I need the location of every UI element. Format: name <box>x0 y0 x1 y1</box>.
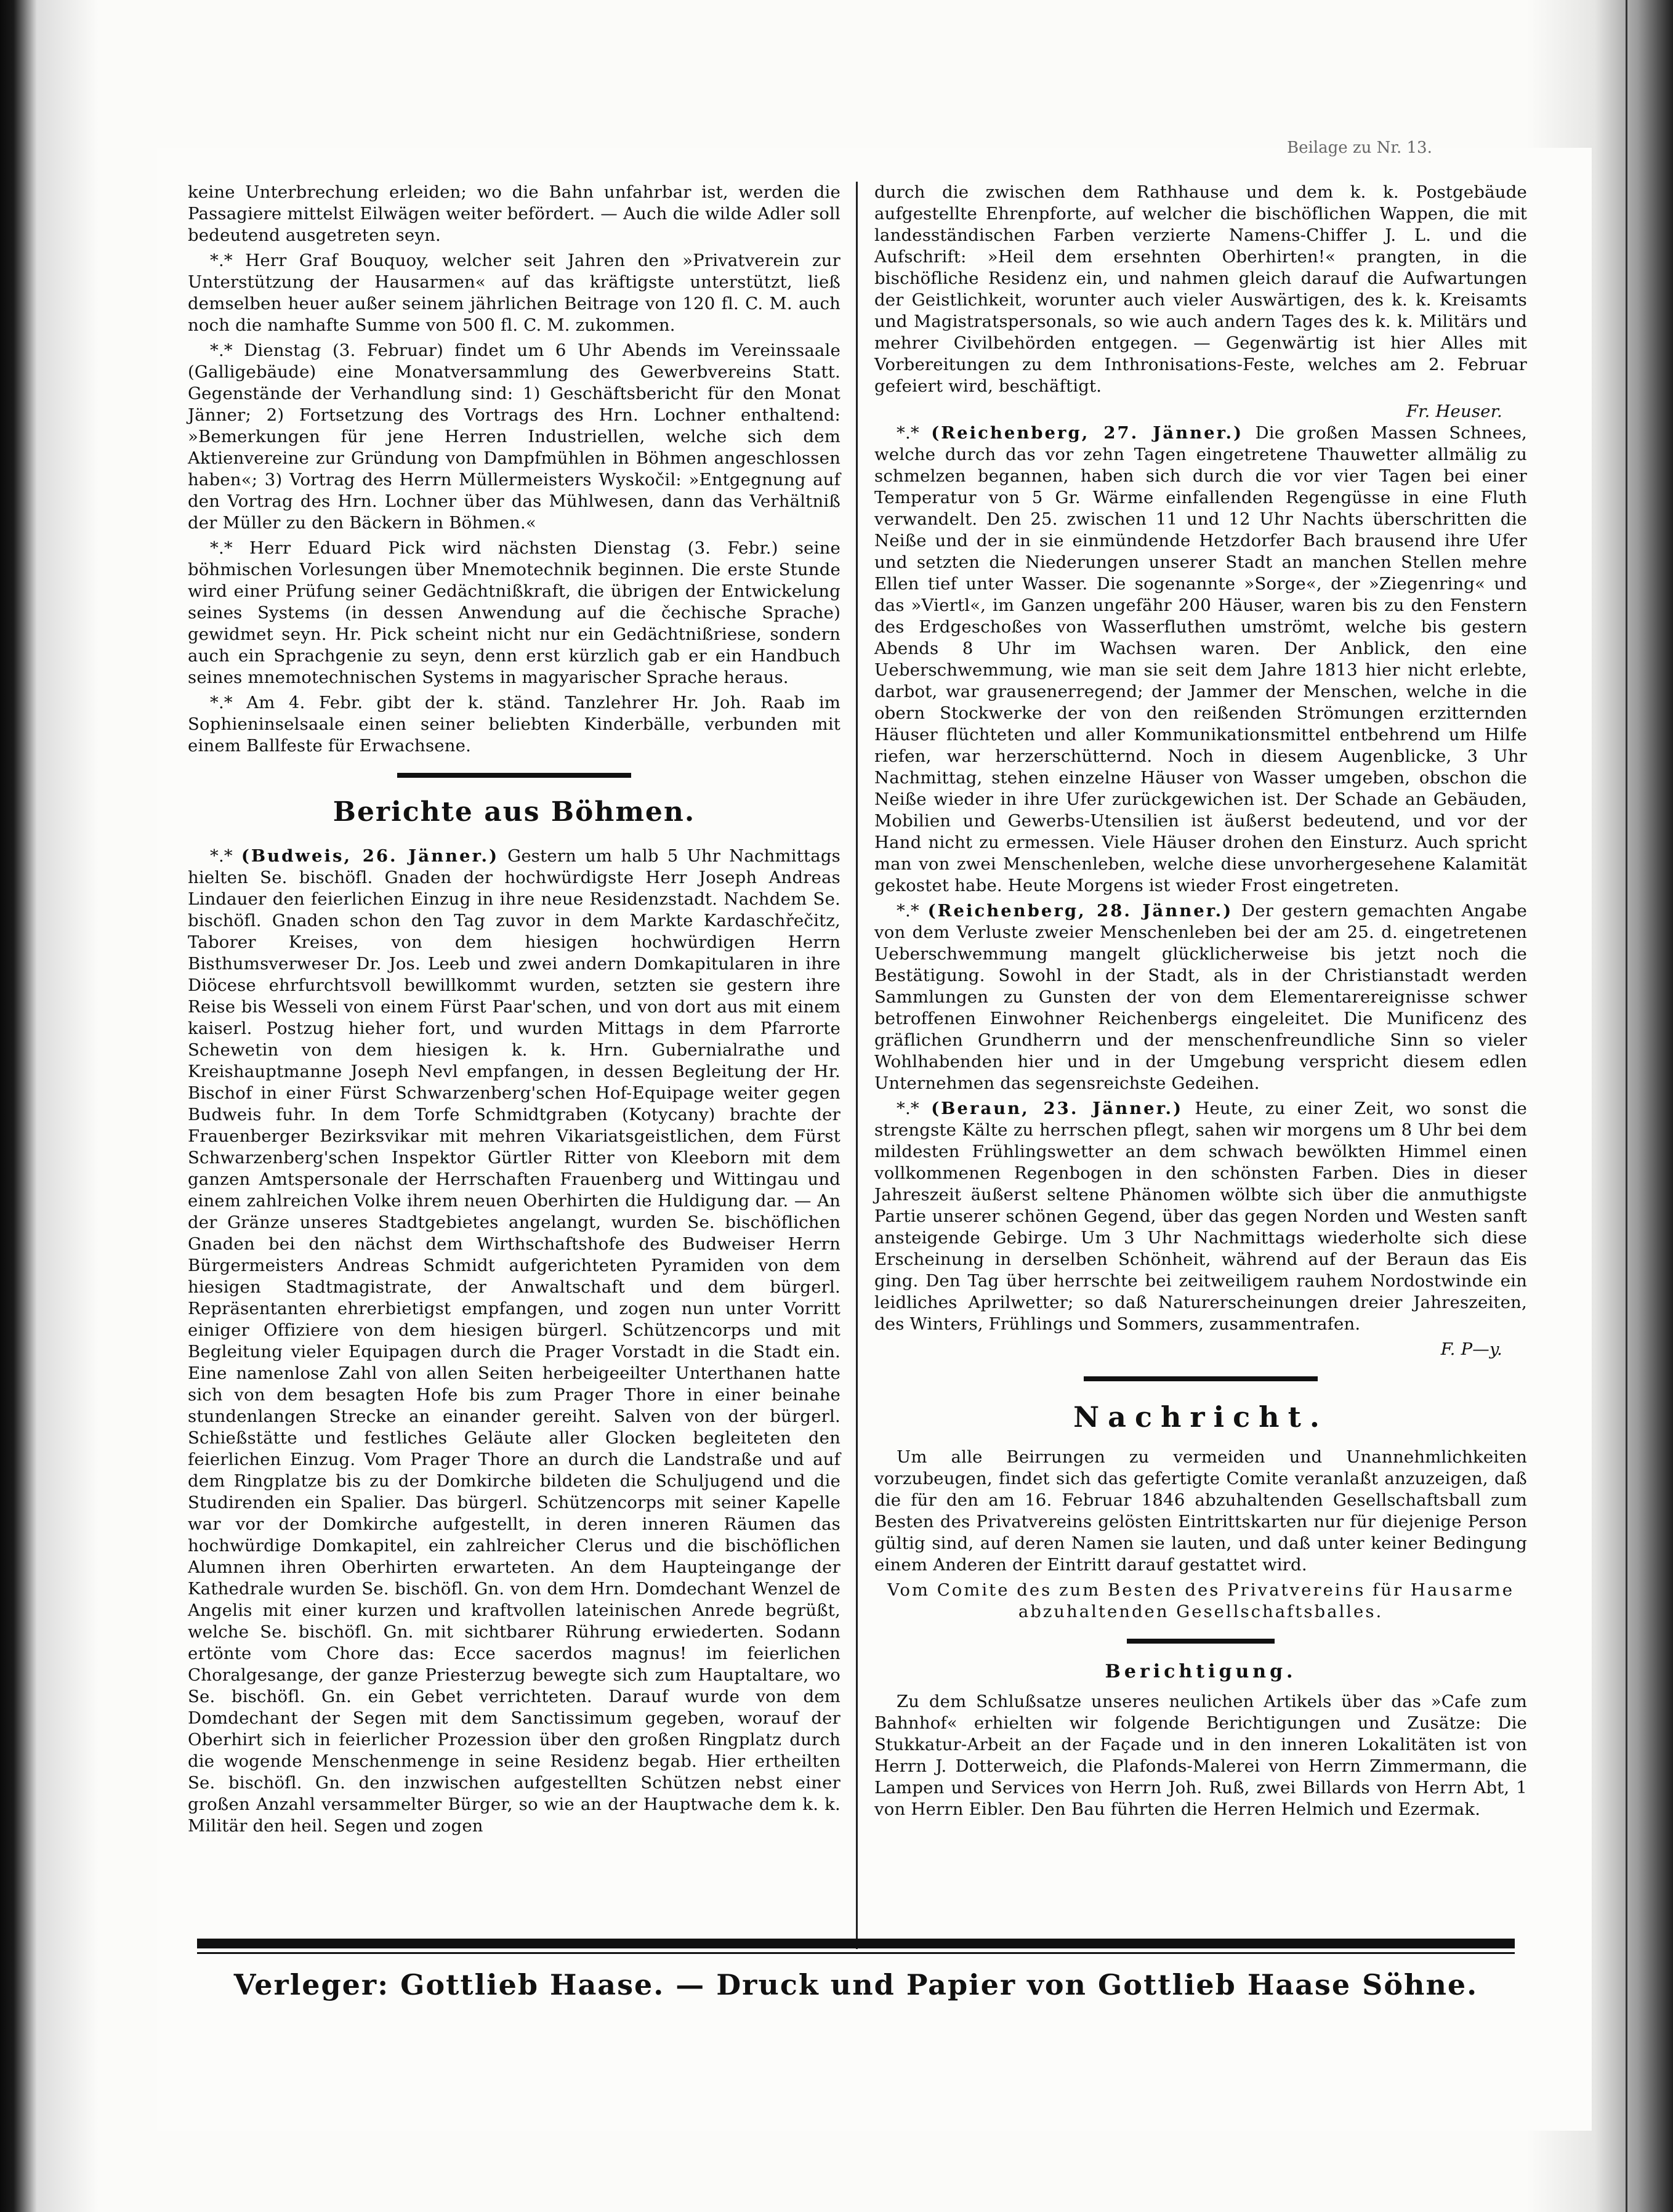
report-reichenberg: *.* (Reichenberg, 27. Jänner.) Die großen Massen Schnees, welche durch das vor zehn Tagen eingetretene Thauwetter allmälig zu schmelzen begannen, haben sich durch die vor vier Tagen bei einer Temperatur von 5 Gr. Wärme einfallenden Regengüsse in eine Fluth verwandelt. Den 25. zwischen 11 und 12 Uhr Nachts überschritten die Neiße und der in sie einmündende Hetzdorfer Bach brausend ihre Ufer und setzten die Niederungen unserer Stadt an manchen Stellen mehre Ellen tief unter Wasser. Die sogenannte »Sorge«, der »Ziegenring« und das »Viertl«, im Ganzen ungefähr 200 Häuser, waren bis zu den Fenstern des Erdgeschoßes von Wasserfluthen umströmt, welche bis gestern Abends 8 Uhr im Wachsen waren. Der Anblick, den eine Ueberschwemmung, wie man sie seit dem Jahre 1813 hier nicht erlebte, darbot, war grausenerregend; der Jammer der Menschen, welche in die obern Stockwerke der von den reißenden Strömungen erzitternden Häuser flüchteten und aller Kommunikationsmittel entbehrend um Hilfe riefen, war herzerschütternd. Noch in diesem Augenblicke, 3 Uhr Nachmittag, stehen einzelne Häuser von Wasser umgeben, obschon die Neiße wieder in ihre Ufer zurückgewichen ist. Der Schade an Gebäuden, Mobilien und Gewerbs-Utensilien ist äußerst bedeutend, und vor der Hand nicht zu ermessen. Viele Häuser drohen den Einsturz. Auch spricht man von zwei Menschenleben, welche diese unvorhergesehene Kalamität gekostet habe. Heute Morgens ist wieder Frost eingetreten. <box>874 423 1527 895</box>
notice-title: Nachricht. <box>1073 1400 1328 1434</box>
article-paragraph: keine Unterbrechung erleiden; wo die Bahn unfahrbar ist, werden die Passagiere mittelst Eilwägen weiter befördert. — Auch die wilde Adler soll bedeutend ausgetreten seyn. <box>188 182 841 245</box>
notice-committee: Vom Comite des zum Besten des Privatvereins für Hausarme abzuhaltenden Gesellschaftsballes. <box>887 1580 1514 1621</box>
article-paragraph: *.* Herr Eduard Pick wird nächsten Dienstag (3. Febr.) seine böhmischen Vorlesungen über Mnemotechnik beginnen. Die erste Stunde wird einer Prüfung seiner Gedächtnißkraft, die übrigen der Entwickelung seines Systems (in dessen Anwendung auf die čechische Sprache) gewidmet seyn. Hr. Pick scheint nicht nur ein Gedächtnißriese, sondern auch ein Sprachgenie zu seyn, denn erst kürzlich gab er ein Handbuch seines mnemotechnischen Systems in magyarischer Sprache heraus. <box>188 538 841 687</box>
dateline: (Budweis, 26. Jänner.) <box>241 846 499 866</box>
page-header: Beilage zu Nr. 13. <box>1287 139 1432 157</box>
report-text: Heute, zu einer Zeit, wo sonst die strengste Kälte zu herrschen pflegt, sahen wir morgens um 8 Uhr bei dem mildesten Frühlingswetter an dem schwach bewölkten Himmel einen vollkommenen Regenbogen in den schönsten Farben. Dies in dieser Jahreszeit äußerst seltene Phänomen wölbte sich über die anmuthigste Partie unserer schönen Gegend, über das gegen Norden und Westen sanft ansteigende Gebirge. Um 3 Uhr Nachmittags wiederholte sich diese Erscheinung in derselben Schönheit, während auf der Beraun das Eis ging. Den Tag über herrschte bei zeitweiligem rauhem Nordostwinde ein leidliches Aprilwetter; so daß Naturerscheinungen dreier Jahreszeiten, des Winters, Frühlings und Sommers, zusammentrafen. <box>874 1099 1528 1334</box>
section-divider <box>1127 1639 1275 1644</box>
correction-title: Berichtigung. <box>1105 1661 1297 1682</box>
dateline: (Beraun, 23. Jänner.) <box>931 1099 1183 1118</box>
section-divider <box>1084 1376 1318 1381</box>
page-edge-right <box>1626 0 1627 2212</box>
column-rule <box>856 182 858 1949</box>
imprint: Verleger: Gottlieb Haase. — Druck und Papier von Gottlieb Haase Söhne. <box>233 1968 1478 2001</box>
signature: F. P—y. <box>1440 1339 1502 1359</box>
report-text: Der gestern gemachten Angabe von dem Verluste zweier Menschenleben bei der am 25. d. eingetretenen Ueberschwemmung mangelt glücklicherweise bis jetzt noch die Bestätigung. Sowohl in der Stadt, als in der Christianstadt werden Sammlungen zu Gunsten der von dem Elementarereignisse schwer betroffenen Einwohner Reichenbergs eingeleitet. Die Munificenz des gräflichen Grundherrn und der menschenfreundliche Sinn so vieler Wohlhabenden hier und in der Umgebung verspricht diesem edlen Unternehmen das segensreichste Gedeihen. <box>874 901 1527 1093</box>
section-title: Berichte aus Böhmen. <box>333 796 696 828</box>
article-paragraph: *.* Dienstag (3. Februar) findet um 6 Uhr Abends im Vereinssaale (Galligebäude) eine Monatversammlung des Gewerbvereins Statt. Gegenstände der Verhandlung sind: 1) Geschäftsbericht für den Monat Jänner; 2) Fortsetzung des Vortrags des Hrn. Lochner enthaltend: »Bemerkungen für jene Herren Industriellen, welche sich dem Aktienvereine zur Gründung von Dampfmühlen in Böhmen angeschlossen haben«; 3) Vortrag des Herrn Müllermeisters Wyskočil: »Entgegnung auf den Vortrag des Hrn. Lochner über das Mühlwesen, dann das Verhältniß der Müller zu den Bäckern in Böhmen.« <box>188 341 841 533</box>
report-reichenberg-2: *.* (Reichenberg, 28. Jänner.) Der gestern gemachten Angabe von dem Verluste zweier Menschenleben bei der am 25. d. eingetretenen Ueberschwemmung mangelt glücklicherweise bis jetzt noch die Bestätigung. Sowohl in der Stadt, als in der Christianstadt werden Sammlungen zu Gunsten der von dem Elementarereignisse schwer betroffenen Einwohner Reichenbergs eingeleitet. Die Munificenz des gräflichen Grundherrn und der menschenfreundliche Sinn so vieler Wohlhabenden hier und in der Umgebung verspricht diesem edlen Unternehmen das segensreichste Gedeihen. <box>874 901 1527 1093</box>
left-column <box>188 182 841 1841</box>
footer-rule-thin <box>197 1952 1515 1954</box>
report-text: Gestern um halb 5 Uhr Nachmittags hielten Se. bischöfl. Gnaden der hochwürdigste Herr Joseph Andreas Lindauer den feierlichen Einzug in ihre neue Residenzstadt. Nachdem Se. bischöfl. Gnaden schon den Tag zuvor in dem Markte Kardaschřečitz, Taborer Kreises, von dem hiesigen hochwürdigen Herrn Bisthumsverweser Dr. Jos. Leeb und zwei andern Domkapitularen in ihre Diöcese ehrfurchtsvoll bewillkommt wurden, setzten sie gestern ihre Reise bis Wesseli von einem Fürst Paar'schen, und von dort aus mit einem kaiserl. Postzug hieher fort, und wurden Mittags in dem Pfarrorte Schewetin von dem hiesigen k. k. Hrn. Gubernialrathe und Kreishauptmanne Joseph Nevl empfangen, in dessen Begleitung der Hr. Bischof in einer Fürst Schwarzenberg'schen Hof-Equipage weiter gegen Budweis fuhr. In dem Torfe Schmidtgraben (Kotycany) brachte der Frauenberger Bezirksvikar mit mehren Vikariatsgeistlichen, dem Fürst Schwarzenberg'schen Inspektor Gürtler Ritter von Kleeborn mit dem ganzen Amtspersonale der Herrschaften Frauenberg und Wittingau und einem zahlreichen Volke ihrem neuen Oberhirten die Huldigung dar. — An der Gränze unseres Stadtgebietes angelangt, wurden Se. bischöflichen Gnaden bei den nächst dem Wirthschaftshofe des Budweiser Herrn Bürgermeisters Andreas Schmidt aufgerichteten Pyramiden von dem hiesigen Stadtmagistrate, der Anwaltschaft und dem bürgerl. Repräsentanten ehrerbietigst empfangen, und zogen nun unter Vorritt einiger Offiziere von dem hiesigen bürgerl. Schützencorps und mit Begleitung vieler Equipagen durch die Prager Vorstadt in die Stadt ein. Eine namenlose Zahl von allen Seiten herbeigeeilter Unterthanen hatte sich von dem besagten Hofe bis zum Prager Thore in einer beinahe stundenlangen Strecke an einander gereiht. Salven von der bürgerl. Schießstätte und festliches Geläute aller Glocken begleiteten den feierlichen Einzug. Vom Prager Thore an durch die Landstraße und auf dem Ringplatze bis zu der Domkirche bildeten die Schuljugend und die Studirenden ein Spalier. Das bürgerl. Schützencorps mit seiner Kapelle war vor der Domkirche aufgestellt, in deren inneren Räumen das hochwürdige Domkapitel, ein zahlreicher Clerus und die bischöflichen Alumnen ihren Oberhirten erwarteten. An dem Haupteingange der Kathedrale wurden Se. bischöfl. Gn. von dem Hrn. Domdechant Wenzel de Angelis mit einer kurzen und kraftvollen lateinischen Anrede begrüßt, welche Se. bischöfl. Gn. mit sichtbarer Rührung erwiederten. Sodann ertönte vom Chore das: Ecce sacerdos magnus! im feierlichen Choralgesange, der ganze Priesterzug bewegte sich zum Hauptaltare, wo Se. bischöfl. Gn. ein Gebet verrichteten. Darauf wurde von dem Domdechant der Segen mit dem Sanctissimum gegeben, worauf der Oberhirt sich in feierlicher Prozession über den großen Ringplatz durch die wogende Menschenmenge in seine Residenz begab. Hier ertheilten Se. bischöfl. Gn. den inzwischen aufgestellten Schützen nebst einer großen Anzahl versammelter Bürger, so wie an der Hauptwache dem k. k. Militär den heil. Segen und zogen <box>188 846 841 1836</box>
dateline: (Reichenberg, 27. Jänner.) <box>931 423 1244 443</box>
signature: Fr. Heuser. <box>1406 402 1502 421</box>
report-beraun: *.* (Beraun, 23. Jänner.) Heute, zu einer Zeit, wo sonst die strengste Kälte zu herrschen pflegt, sahen wir morgens um 8 Uhr bei dem mildesten Frühlingswetter an dem schwach bewölkten Himmel einen vollkommenen Regenbogen in den schönsten Farben. Dies in dieser Jahreszeit äußerst seltene Phänomen wölbte sich über die anmuthigste Partie unserer schönen Gegend, über das gegen Norden und Westen sanft ansteigende Gebirge. Um 3 Uhr Nachmittags wiederholte sich diese Erscheinung in derselben Schönheit, während auf der Beraun das Eis ging. Den Tag über herrschte bei zeitweiligem rauhem Nordostwinde ein leidliches Aprilwetter; so daß Naturerscheinungen dreier Jahreszeiten, des Winters, Frühlings und Sommers, zusammentrafen. <box>874 1099 1528 1334</box>
notice-text: Um alle Beirrungen zu vermeiden und Unannehmlichkeiten vorzubeugen, findet sich das gefertigte Comite veranlaßt anzuzeigen, daß die für den am 16. Februar 1846 abzuhaltenden Gesellschaftsball zum Besten des Privatvereins gelösten Eintrittskarten nur für diejenige Person gültig sind, auf deren Namen sie lauten, und daß unter keiner Bedingung einem Anderen der Eintritt darauf gestattet wird. <box>874 1447 1527 1575</box>
footer-rule <box>197 1939 1515 1948</box>
article-paragraph: *.* Am 4. Febr. gibt der k. ständ. Tanzlehrer Hr. Joh. Raab im Sophieninselsaale einen seiner beliebten Kinderbälle, verbunden mit einem Ballfeste für Erwachsene. <box>188 693 841 756</box>
right-column <box>874 182 1527 1824</box>
report-budweis: *.* (Budweis, 26. Jänner.) Gestern um halb 5 Uhr Nachmittags hielten Se. bischöfl. Gnaden der hochwürdigste Herr Joseph Andreas Lindauer den feierlichen Einzug in ihre neue Residenzstadt. Nachdem Se. bischöfl. Gnaden schon den Tag zuvor in dem Markte Kardaschřečitz, Taborer Kreises, von dem hiesigen hochwürdigen Herrn Bisthumsverweser Dr. Jos. Leeb und zwei andern Domkapitularen in ihre Diöcese ehrfurchtsvoll bewillkommt wurden, setzten sie gestern ihre Reise bis Wesseli von einem Fürst Paar'schen, und von dort aus mit einem kaiserl. Postzug hieher fort, und wurden Mittags in dem Pfarrorte Schewetin von dem hiesigen k. k. Hrn. Gubernialrathe und Kreishauptmanne Joseph Nevl empfangen, in dessen Begleitung der Hr. Bischof in einer Fürst Schwarzenberg'schen Hof-Equipage weiter gegen Budweis fuhr. In dem Torfe Schmidtgraben (Kotycany) brachte der Frauenberger Bezirksvikar mit mehren Vikariatsgeistlichen, dem Fürst Schwarzenberg'schen Inspektor Gürtler Ritter von Kleeborn mit dem ganzen Amtspersonale der Herrschaften Frauenberg und Wittingau und einem zahlreichen Volke ihrem neuen Oberhirten die Huldigung dar. — An der Gränze unseres Stadtgebietes angelangt, wurden Se. bischöflichen Gnaden bei den nächst dem Wirthschaftshofe des Budweiser Herrn Bürgermeisters Andreas Schmidt aufgerichteten Pyramiden von dem hiesigen Stadtmagistrate, der Anwaltschaft und dem bürgerl. Repräsentanten ehrerbietigst empfangen, und zogen nun unter Vorritt einiger Offiziere von dem hiesigen bürgerl. Schützencorps und mit Begleitung vieler Equipagen durch die Prager Vorstadt in die Stadt ein. Eine namenlose Zahl von allen Seiten herbeigeeilter Unterthanen hatte sich von dem besagten Hofe bis zum Prager Thore in einer beinahe stundenlangen Strecke an einander gereiht. Salven von der bürgerl. Schießstätte und festliches Geläute aller Glocken begleiteten den feierlichen Einzug. Vom Prager Thore an durch die Landstraße und auf dem Ringplatze bis zu der Domkirche bildeten die Schuljugend und die Studirenden ein Spalier. Das bürgerl. Schützencorps mit seiner Kapelle war vor der Domkirche aufgestellt, in deren inneren Räumen das hochwürdige Domkapitel, ein zahlreicher Clerus und die bischöflichen Alumnen ihren Oberhirten erwarteten. An dem Haupteingange der Kathedrale wurden Se. bischöfl. Gn. von dem Hrn. Domdechant Wenzel de Angelis mit einer kurzen und kraftvollen lateinischen Anrede begrüßt, welche Se. bischöfl. Gn. mit sichtbarer Rührung erwiederten. Sodann ertönte vom Chore das: Ecce sacerdos magnus! im feierlichen Choralgesange, der ganze Priesterzug bewegte sich zum Hauptaltare, wo Se. bischöfl. Gn. ein Gebet verrichteten. Darauf wurde von dem Domdechant der Segen mit dem Sanctissimum gegeben, worauf der Oberhirt sich in feierlicher Prozession über den großen Ringplatz durch die wogende Menschenmenge in seine Residenz begab. Hier ertheilten Se. bischöfl. Gn. den inzwischen aufgestellten Schützen nebst einer großen Anzahl versammelter Bürger, so wie an der Hauptwache dem k. k. Militär den heil. Segen und zogen <box>188 846 841 1836</box>
article-paragraph: *.* Herr Graf Bouquoy, welcher seit Jahren den »Privatverein zur Unterstützung der Hausarmen« auf das kräftigste unterstützt, ließ demselben heuer außer seinem jährlichen Beitrage von 120 fl. C. M. auch noch die namhafte Summe von 500 fl. C. M. zukommen. <box>188 251 841 335</box>
article-paragraph: durch die zwischen dem Rathhause und dem k. k. Postgebäude aufgestellte Ehrenpforte, auf welcher die bischöflichen Wappen, die mit landesständischen Farben verzierte Namens-Chiffer J. L. und die Aufschrift: »Heil dem ersehnten Oberhirten!« prangten, in die bischöfliche Residenz ein, und nahmen gleich darauf die Aufwartungen der Geistlichkeit, worunter auch vieler Auswärtigen, des k. k. Kreisamts und Magistratspersonals, so wie auch andern Tages des k. k. Militärs und mehrer Civilbehörden entgegen. — Gegenwärtig ist hier Alles mit Vorbereitungen zu dem Inthronisations-Feste, welches am 2. Februar gefeiert wird, beschäftigt. <box>874 182 1527 396</box>
correction-text: Zu dem Schlußsatze unseres neulichen Artikels über das »Cafe zum Bahnhof« erhielten wir folgende Berichtigungen und Zusätze: Die Stukkatur-Arbeit an der Façade und in den inneren Lokalitäten ist von Herrn J. Dotterweich, die Plafonds-Malerei von Herrn Zimmermann, die Lampen und Services von Herrn Joh. Ruß, zwei Billards von Herrn Abt, 1 von Herrn Eibler. Den Bau führten die Herren Helmich und Ezermak. <box>874 1692 1527 1819</box>
section-divider <box>397 773 631 778</box>
report-text: Die großen Massen Schnees, welche durch das vor zehn Tagen eingetretene Thauwetter allmälig zu schmelzen begannen, haben sich durch die vor vier Tagen bei einer Temperatur von 5 Gr. Wärme einfallenden Regengüsse in eine Fluth verwandelt. Den 25. zwischen 11 und 12 Uhr Nachts überschritten die Neiße und der in sie einmündende Hetzdorfer Bach brausend ihre Ufer und setzten die Niederungen unserer Stadt an manchen Stellen mehre Ellen tief unter Wasser. Die sogenannte »Sorge«, der »Ziegenring« und das »Viertl«, im Ganzen ungefähr 200 Häuser, waren bis zu den Fenstern des Erdgeschoßes von Wasserfluthen umströmt, welche bis gestern Abends 8 Uhr im Wachsen waren. Der Anblick, den eine Ueberschwemmung, wie man sie seit dem Jahre 1813 hier nicht erlebte, darbot, war grausenerregend; der Jammer der Menschen, welche in die obern Stockwerke der von den reißenden Strömungen erzitternden Häuser flüchteten und aller Kommunikationsmittel entbehrend um Hilfe riefen, war herzerschütternd. Noch in diesem Augenblicke, 3 Uhr Nachmittag, stehen einzelne Häuser von Wasser umgeben, obschon die Neiße wieder in ihre Ufer zurückgewichen ist. Der Schade an Gebäuden, Mobilien und Gewerbs-Utensilien ist äußerst bedeutend, und vor der Hand nicht zu ermessen. Viele Häuser drohen den Einsturz. Auch spricht man von zwei Menschenleben, welche diese unvorhergesehene Kalamität gekostet habe. Heute Morgens ist wieder Frost eingetreten. <box>874 423 1527 895</box>
dateline: (Reichenberg, 28. Jänner.) <box>927 901 1233 921</box>
